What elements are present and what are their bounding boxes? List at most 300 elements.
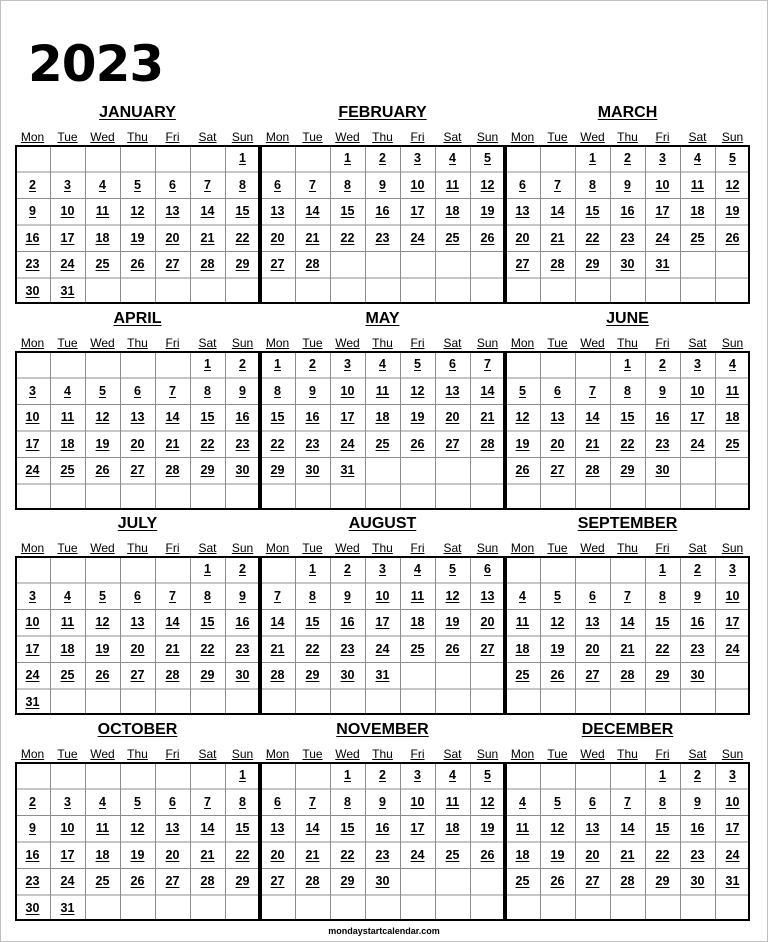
day-cell: 29 (235, 874, 250, 888)
day-cell: 23 (690, 847, 705, 862)
day-cell: 9 (29, 821, 36, 835)
month-title-september: SEPTEMBER (577, 515, 678, 532)
day-cell: 13 (550, 410, 565, 424)
day-cell: 8 (274, 383, 281, 398)
month-title-july: JULY (117, 515, 158, 532)
day-cell: 18 (690, 204, 705, 218)
day-cell: 24 (60, 257, 75, 271)
day-cell: 3 (414, 151, 421, 165)
day-cell: 17 (725, 821, 740, 835)
weekday-label: Mon (265, 747, 290, 761)
day-cell: 13 (130, 410, 145, 424)
day-cell: 20 (270, 847, 285, 862)
day-cell: 6 (134, 588, 141, 603)
weekday-label: Thu (127, 336, 148, 350)
day-cell: 16 (690, 615, 705, 629)
day-cell: 14 (270, 615, 285, 629)
weekday-label: Tue (57, 541, 78, 555)
day-cell: 17 (725, 615, 740, 629)
weekday-label: Thu (617, 747, 638, 761)
day-cell: 28 (165, 463, 180, 477)
day-cell: 10 (60, 821, 75, 835)
day-cell: 13 (585, 615, 600, 629)
weekday-label: Thu (127, 130, 148, 144)
day-cell: 1 (204, 562, 211, 576)
day-cell: 21 (165, 641, 180, 656)
day-cell: 20 (165, 847, 180, 862)
day-cell: 31 (725, 874, 740, 888)
weekday-label: Fri (655, 336, 670, 350)
day-cell: 13 (270, 821, 285, 835)
weekday-label: Sun (721, 336, 744, 350)
day-cell: 28 (305, 257, 320, 271)
day-cell: 10 (690, 383, 705, 398)
weekday-label: Fri (410, 541, 425, 555)
day-cell: 6 (169, 177, 176, 192)
day-cell: 8 (204, 588, 211, 603)
day-cell: 12 (95, 410, 110, 424)
weekday-label: Mon (265, 336, 290, 350)
day-cell: 21 (585, 436, 600, 451)
month-title-june: JUNE (606, 310, 649, 327)
day-cell: 29 (305, 668, 320, 682)
day-cell: 30 (235, 463, 250, 477)
day-cell: 24 (410, 230, 425, 245)
day-cell: 19 (550, 641, 565, 656)
day-cell: 20 (515, 230, 530, 245)
day-cell: 21 (305, 230, 320, 245)
day-cell: 9 (694, 794, 701, 809)
day-cell: 1 (239, 768, 246, 782)
day-cell: 29 (585, 257, 600, 271)
day-cell: 25 (60, 463, 75, 477)
day-cell: 11 (515, 615, 530, 629)
day-cell: 15 (340, 204, 355, 218)
day-cell: 25 (445, 847, 460, 862)
weekday-label: Fri (410, 747, 425, 761)
day-cell: 5 (99, 588, 106, 603)
weekday-label: Fri (410, 130, 425, 144)
weekday-label: Thu (127, 541, 148, 555)
day-cell: 3 (29, 383, 36, 398)
day-cell: 28 (165, 668, 180, 682)
day-cell: 6 (169, 794, 176, 809)
day-cell: 9 (344, 588, 351, 603)
weekday-label: Sat (443, 747, 462, 761)
day-cell: 22 (270, 436, 285, 451)
day-cell: 5 (484, 151, 491, 165)
day-cell: 30 (690, 874, 705, 888)
weekday-label: Tue (302, 130, 323, 144)
day-cell: 21 (550, 230, 565, 245)
day-cell: 5 (134, 794, 141, 809)
day-cell: 7 (484, 357, 491, 371)
weekday-label: Tue (57, 336, 78, 350)
weekday-label: Thu (372, 541, 393, 555)
day-cell: 8 (239, 177, 246, 192)
day-cell: 5 (134, 177, 141, 192)
day-cell: 16 (375, 821, 390, 835)
day-cell: 22 (655, 641, 670, 656)
day-cell: 7 (274, 588, 281, 603)
day-cell: 12 (130, 204, 145, 218)
day-cell: 5 (449, 562, 456, 576)
weekday-label: Wed (90, 130, 115, 144)
day-cell: 2 (344, 562, 351, 576)
day-cell: 27 (550, 463, 565, 477)
weekday-label: Wed (335, 541, 360, 555)
weekday-label: Thu (372, 130, 393, 144)
day-cell: 10 (60, 204, 75, 218)
day-cell: 2 (29, 794, 36, 809)
day-cell: 29 (270, 463, 285, 477)
day-cell: 11 (515, 821, 530, 835)
day-cell: 2 (239, 357, 246, 371)
day-cell: 8 (589, 177, 596, 192)
weekday-label: Tue (57, 130, 78, 144)
day-cell: 30 (25, 900, 40, 915)
day-cell: 8 (239, 794, 246, 809)
day-cell: 16 (375, 204, 390, 218)
day-cell: 23 (340, 641, 355, 656)
day-cell: 22 (340, 847, 355, 862)
day-cell: 26 (95, 463, 110, 477)
day-cell: 16 (25, 847, 40, 862)
weekday-label: Fri (165, 130, 180, 144)
day-cell: 4 (379, 357, 386, 371)
day-cell: 28 (550, 257, 565, 271)
day-cell: 17 (655, 204, 670, 218)
day-cell: 25 (515, 874, 530, 888)
weekday-label: Sat (443, 130, 462, 144)
weekday-label: Sat (688, 130, 707, 144)
weekday-label: Tue (547, 747, 568, 761)
day-cell: 30 (375, 874, 390, 888)
day-cell: 7 (554, 177, 561, 192)
day-cell: 4 (449, 151, 456, 165)
day-cell: 25 (445, 230, 460, 245)
day-cell: 3 (414, 768, 421, 782)
weekday-label: Fri (655, 130, 670, 144)
day-cell: 15 (270, 410, 285, 424)
day-cell: 28 (585, 463, 600, 477)
day-cell: 30 (655, 463, 670, 477)
day-cell: 27 (130, 463, 145, 477)
day-cell: 7 (589, 383, 596, 398)
weekday-label: Sun (231, 336, 254, 350)
day-cell: 26 (480, 230, 495, 245)
day-cell: 20 (270, 230, 285, 245)
weekday-label: Sun (721, 541, 744, 555)
day-cell: 18 (375, 410, 390, 424)
day-cell: 15 (235, 204, 250, 218)
day-cell: 5 (554, 588, 561, 603)
day-cell: 23 (25, 257, 40, 271)
day-cell: 31 (340, 463, 355, 477)
month-title-november: NOVEMBER (336, 721, 429, 738)
day-cell: 11 (375, 383, 390, 398)
day-cell: 24 (655, 230, 670, 245)
weekday-label: Sat (198, 336, 217, 350)
day-cell: 7 (204, 177, 211, 192)
day-cell: 19 (130, 230, 145, 245)
day-cell: 10 (375, 588, 390, 603)
day-cell: 26 (725, 230, 740, 245)
day-cell: 25 (60, 668, 75, 682)
day-cell: 24 (725, 641, 740, 656)
day-cell: 6 (274, 177, 281, 192)
month-title-april: APRIL (113, 310, 162, 327)
day-cell: 15 (655, 615, 670, 629)
day-cell: 17 (375, 615, 390, 629)
day-cell: 15 (340, 821, 355, 835)
day-cell: 18 (95, 847, 110, 862)
weekday-label: Thu (127, 747, 148, 761)
day-cell: 4 (64, 383, 71, 398)
day-cell: 2 (659, 357, 666, 371)
day-cell: 20 (480, 615, 495, 629)
weekday-label: Sun (231, 541, 254, 555)
day-cell: 9 (659, 383, 666, 398)
day-cell: 4 (99, 177, 106, 192)
day-cell: 14 (480, 383, 495, 398)
day-cell: 10 (410, 794, 425, 809)
month-title-may: MAY (365, 310, 400, 327)
year-title: 2023 (28, 35, 164, 93)
day-cell: 1 (659, 562, 666, 576)
weekday-label: Sat (198, 541, 217, 555)
day-cell: 9 (624, 177, 631, 192)
day-cell: 1 (274, 357, 281, 371)
day-cell: 6 (554, 383, 561, 398)
day-cell: 28 (305, 874, 320, 888)
day-cell: 29 (200, 463, 215, 477)
day-cell: 14 (620, 821, 635, 835)
day-cell: 25 (725, 436, 740, 451)
day-cell: 16 (235, 410, 250, 424)
day-cell: 3 (64, 177, 71, 192)
day-cell: 27 (480, 641, 495, 656)
day-cell: 7 (204, 794, 211, 809)
day-cell: 11 (445, 177, 460, 192)
weekday-label: Mon (20, 336, 45, 350)
day-cell: 23 (690, 641, 705, 656)
day-cell: 8 (204, 383, 211, 398)
day-cell: 29 (200, 668, 215, 682)
day-cell: 24 (725, 847, 740, 862)
day-cell: 12 (550, 821, 565, 835)
day-cell: 10 (410, 177, 425, 192)
day-cell: 17 (340, 410, 355, 424)
day-cell: 2 (29, 177, 36, 192)
day-cell: 18 (515, 641, 530, 656)
weekday-label: Tue (547, 541, 568, 555)
day-cell: 17 (410, 204, 425, 218)
day-cell: 19 (410, 410, 425, 424)
day-cell: 15 (655, 821, 670, 835)
weekday-label: Sat (688, 336, 707, 350)
day-cell: 12 (550, 615, 565, 629)
weekday-label: Wed (580, 747, 605, 761)
day-cell: 16 (655, 410, 670, 424)
day-cell: 14 (550, 204, 565, 218)
day-cell: 6 (589, 588, 596, 603)
weekday-label: Fri (655, 747, 670, 761)
day-cell: 13 (270, 204, 285, 218)
day-cell: 15 (305, 615, 320, 629)
day-cell: 29 (655, 668, 670, 682)
weekday-label: Tue (302, 336, 323, 350)
day-cell: 18 (445, 204, 460, 218)
weekday-label: Thu (617, 541, 638, 555)
day-cell: 26 (480, 847, 495, 862)
day-cell: 13 (165, 204, 180, 218)
weekday-label: Fri (655, 541, 670, 555)
day-cell: 30 (620, 257, 635, 271)
weekday-label: Tue (302, 541, 323, 555)
weekday-label: Wed (90, 747, 115, 761)
day-cell: 22 (235, 847, 250, 862)
day-cell: 5 (484, 768, 491, 782)
day-cell: 9 (694, 588, 701, 603)
day-cell: 8 (344, 794, 351, 809)
day-cell: 29 (235, 257, 250, 271)
day-cell: 25 (95, 874, 110, 888)
day-cell: 8 (659, 794, 666, 809)
day-cell: 17 (60, 230, 75, 245)
day-cell: 7 (624, 794, 631, 809)
day-cell: 27 (270, 257, 285, 271)
day-cell: 21 (305, 847, 320, 862)
weekday-label: Sat (688, 747, 707, 761)
weekday-label: Wed (335, 130, 360, 144)
day-cell: 27 (585, 874, 600, 888)
day-cell: 19 (550, 847, 565, 862)
day-cell: 2 (624, 151, 631, 165)
day-cell: 4 (449, 768, 456, 782)
day-cell: 5 (729, 151, 736, 165)
day-cell: 12 (480, 177, 495, 192)
day-cell: 22 (200, 641, 215, 656)
day-cell: 19 (445, 615, 460, 629)
day-cell: 29 (655, 874, 670, 888)
day-cell: 1 (624, 357, 631, 371)
day-cell: 15 (235, 821, 250, 835)
day-cell: 20 (445, 410, 460, 424)
weekday-label: Fri (410, 336, 425, 350)
day-cell: 25 (690, 230, 705, 245)
day-cell: 4 (99, 794, 106, 809)
day-cell: 20 (550, 436, 565, 451)
weekday-label: Thu (372, 336, 393, 350)
day-cell: 2 (379, 151, 386, 165)
weekday-label: Mon (20, 130, 45, 144)
day-cell: 31 (60, 900, 75, 915)
day-cell: 7 (624, 588, 631, 603)
weekday-label: Thu (617, 130, 638, 144)
day-cell: 26 (445, 641, 460, 656)
day-cell: 12 (480, 794, 495, 809)
day-cell: 11 (690, 177, 705, 192)
weekday-label: Sun (231, 747, 254, 761)
day-cell: 20 (130, 641, 145, 656)
day-cell: 28 (200, 874, 215, 888)
day-cell: 19 (480, 821, 495, 835)
weekday-label: Sat (688, 541, 707, 555)
weekday-label: Wed (580, 336, 605, 350)
day-cell: 25 (515, 668, 530, 682)
day-cell: 3 (729, 768, 736, 782)
day-cell: 12 (445, 588, 460, 603)
day-cell: 27 (165, 874, 180, 888)
day-cell: 2 (694, 562, 701, 576)
weekday-label: Mon (265, 130, 290, 144)
day-cell: 16 (235, 615, 250, 629)
day-cell: 30 (340, 668, 355, 682)
day-cell: 10 (25, 615, 40, 629)
day-cell: 14 (620, 615, 635, 629)
day-cell: 18 (725, 410, 740, 424)
day-cell: 3 (379, 562, 386, 576)
day-cell: 14 (165, 615, 180, 629)
day-cell: 28 (200, 257, 215, 271)
day-cell: 4 (729, 357, 736, 371)
day-cell: 9 (379, 177, 386, 192)
day-cell: 15 (585, 204, 600, 218)
day-cell: 4 (414, 562, 421, 576)
weekday-label: Sat (443, 336, 462, 350)
weekday-label: Tue (302, 747, 323, 761)
day-cell: 14 (305, 204, 320, 218)
day-cell: 30 (25, 283, 40, 298)
day-cell: 13 (165, 821, 180, 835)
day-cell: 19 (515, 436, 530, 451)
day-cell: 12 (725, 177, 740, 192)
day-cell: 12 (410, 383, 425, 398)
day-cell: 21 (620, 847, 635, 862)
day-cell: 9 (309, 383, 316, 398)
day-cell: 22 (655, 847, 670, 862)
weekday-label: Wed (90, 541, 115, 555)
weekday-label: Sun (476, 130, 499, 144)
day-cell: 31 (60, 283, 75, 298)
weekday-label: Fri (165, 747, 180, 761)
day-cell: 2 (239, 562, 246, 576)
day-cell: 24 (25, 463, 40, 477)
day-cell: 13 (445, 383, 460, 398)
day-cell: 23 (235, 436, 250, 451)
day-cell: 4 (519, 588, 526, 603)
day-cell: 13 (515, 204, 530, 218)
day-cell: 28 (620, 874, 635, 888)
day-cell: 1 (204, 357, 211, 371)
day-cell: 1 (344, 151, 351, 165)
day-cell: 30 (690, 668, 705, 682)
day-cell: 21 (270, 641, 285, 656)
day-cell: 19 (95, 436, 110, 451)
day-cell: 16 (25, 230, 40, 245)
day-cell: 16 (305, 410, 320, 424)
day-cell: 29 (620, 463, 635, 477)
day-cell: 11 (95, 204, 110, 218)
day-cell: 11 (60, 615, 75, 629)
day-cell: 20 (130, 436, 145, 451)
day-cell: 29 (340, 874, 355, 888)
day-cell: 14 (165, 410, 180, 424)
day-cell: 8 (624, 383, 631, 398)
day-cell: 23 (235, 641, 250, 656)
day-cell: 25 (375, 436, 390, 451)
